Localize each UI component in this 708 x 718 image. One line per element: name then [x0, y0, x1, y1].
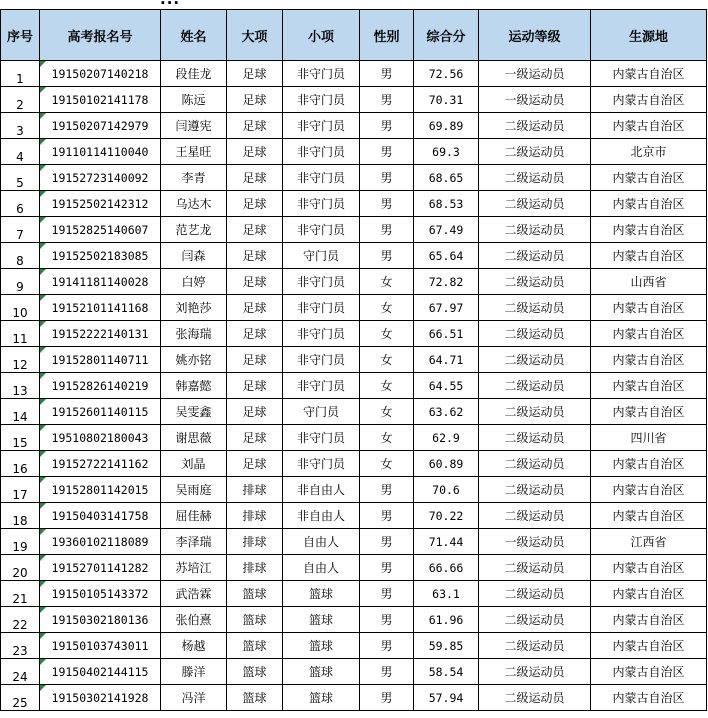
table-row: [1, 87, 707, 113]
cell-sport[interactable]: 排球: [227, 529, 283, 555]
cell-index[interactable]: 1: [1, 61, 40, 87]
table-row: [1, 607, 707, 633]
cell-name[interactable]: 李青: [161, 165, 227, 191]
cell-gender[interactable]: 男: [360, 555, 414, 581]
cell-name[interactable]: 杨越: [161, 633, 227, 659]
cell-origin[interactable]: 江西省: [591, 529, 707, 555]
table-row: [1, 399, 707, 425]
cell-name[interactable]: 吴雯鑫: [161, 399, 227, 425]
cell-exam-id[interactable]: 19152723140092: [40, 165, 161, 191]
cell-gender[interactable]: 男: [360, 529, 414, 555]
cell-level[interactable]: 二级运动员: [479, 321, 591, 347]
cell-name[interactable]: 刘艳莎: [161, 295, 227, 321]
cell-sport[interactable]: 足球: [227, 113, 283, 139]
cell-sport[interactable]: 排球: [227, 555, 283, 581]
cell-level[interactable]: 二级运动员: [479, 685, 591, 711]
cell-sport[interactable]: 足球: [227, 61, 283, 87]
cell-event[interactable]: 守门员: [283, 399, 360, 425]
cell-level[interactable]: 一级运动员: [479, 87, 591, 113]
cell-sport[interactable]: 篮球: [227, 607, 283, 633]
table-row: [1, 581, 707, 607]
cell-score[interactable]: 57.94: [414, 685, 479, 711]
cell-exam-id[interactable]: 19510802180043: [40, 425, 161, 451]
cell-sport[interactable]: 足球: [227, 321, 283, 347]
cell-exam-id[interactable]: 19152701141282: [40, 555, 161, 581]
cell-score[interactable]: 64.55: [414, 373, 479, 399]
sheet-title-cutoff: [0, 0, 708, 8]
cell-exam-id[interactable]: 19152722141162: [40, 451, 161, 477]
header-index[interactable]: 序号: [1, 10, 40, 61]
cell-gender[interactable]: 女: [360, 399, 414, 425]
cell-exam-id[interactable]: 19152826140219: [40, 373, 161, 399]
cell-score[interactable]: 69.89: [414, 113, 479, 139]
header-sport[interactable]: 大项: [227, 10, 283, 61]
cell-level[interactable]: 一级运动员: [479, 61, 591, 87]
cell-origin[interactable]: 内蒙古自治区: [591, 191, 707, 217]
cell-event[interactable]: 非守门员: [283, 347, 360, 373]
cell-name[interactable]: 陈远: [161, 87, 227, 113]
cell-index[interactable]: 16: [1, 451, 40, 477]
cell-event[interactable]: 守门员: [283, 243, 360, 269]
cell-sport[interactable]: 足球: [227, 373, 283, 399]
cell-sport[interactable]: 足球: [227, 165, 283, 191]
cell-name[interactable]: 王星旺: [161, 139, 227, 165]
cell-origin[interactable]: 内蒙古自治区: [591, 633, 707, 659]
cell-index[interactable]: 9: [1, 269, 40, 295]
cell-level[interactable]: 二级运动员: [479, 191, 591, 217]
cell-exam-id[interactable]: 19150105143372: [40, 581, 161, 607]
cell-score[interactable]: 63.1: [414, 581, 479, 607]
cell-gender[interactable]: 男: [360, 659, 414, 685]
table-row: [1, 113, 707, 139]
cell-origin[interactable]: 内蒙古自治区: [591, 61, 707, 87]
cell-score[interactable]: 72.56: [414, 61, 479, 87]
cell-origin[interactable]: 内蒙古自治区: [591, 685, 707, 711]
cell-index[interactable]: 8: [1, 243, 40, 269]
cell-origin[interactable]: 内蒙古自治区: [591, 243, 707, 269]
cell-level[interactable]: 一级运动员: [479, 529, 591, 555]
cell-level[interactable]: 二级运动员: [479, 113, 591, 139]
cell-name[interactable]: 张伯熹: [161, 607, 227, 633]
cell-gender[interactable]: 女: [360, 269, 414, 295]
table-row: [1, 425, 707, 451]
header-level[interactable]: 运动等级: [479, 10, 591, 61]
cell-sport[interactable]: 足球: [227, 425, 283, 451]
cell-index[interactable]: 17: [1, 477, 40, 503]
cell-sport[interactable]: 足球: [227, 451, 283, 477]
cell-gender[interactable]: 女: [360, 451, 414, 477]
cell-event[interactable]: 非守门员: [283, 295, 360, 321]
table-row: [1, 61, 707, 87]
cell-name[interactable]: 武浩霖: [161, 581, 227, 607]
cell-level[interactable]: 二级运动员: [479, 581, 591, 607]
cell-level[interactable]: 二级运动员: [479, 451, 591, 477]
cell-origin[interactable]: 北京市: [591, 139, 707, 165]
cell-level[interactable]: 二级运动员: [479, 165, 591, 191]
cell-sport[interactable]: 足球: [227, 269, 283, 295]
cell-score[interactable]: 64.71: [414, 347, 479, 373]
cell-exam-id[interactable]: 19150302180136: [40, 607, 161, 633]
cell-score[interactable]: 59.85: [414, 633, 479, 659]
cell-score[interactable]: 67.49: [414, 217, 479, 243]
cell-gender[interactable]: 男: [360, 113, 414, 139]
cell-event[interactable]: 非守门员: [283, 165, 360, 191]
cell-event[interactable]: 篮球: [283, 607, 360, 633]
cell-event[interactable]: 非守门员: [283, 61, 360, 87]
cell-index[interactable]: 12: [1, 347, 40, 373]
table-row: [1, 633, 707, 659]
cell-level[interactable]: 二级运动员: [479, 373, 591, 399]
cell-level[interactable]: 二级运动员: [479, 607, 591, 633]
admissions-table: [0, 9, 707, 711]
cell-index[interactable]: 5: [1, 165, 40, 191]
cell-event[interactable]: 篮球: [283, 685, 360, 711]
cell-origin[interactable]: 内蒙古自治区: [591, 165, 707, 191]
cell-gender[interactable]: 男: [360, 61, 414, 87]
cell-gender[interactable]: 男: [360, 607, 414, 633]
cell-level[interactable]: 二级运动员: [479, 425, 591, 451]
cell-gender[interactable]: 男: [360, 217, 414, 243]
cell-level[interactable]: 二级运动员: [479, 555, 591, 581]
cell-sport[interactable]: 篮球: [227, 581, 283, 607]
cell-score[interactable]: 61.96: [414, 607, 479, 633]
cell-name[interactable]: 苏培江: [161, 555, 227, 581]
cell-name[interactable]: 闫森: [161, 243, 227, 269]
cell-score[interactable]: 62.9: [414, 425, 479, 451]
header-name[interactable]: 姓名: [161, 10, 227, 61]
cell-index[interactable]: 4: [1, 139, 40, 165]
cell-event[interactable]: 非自由人: [283, 477, 360, 503]
cell-index[interactable]: 25: [1, 685, 40, 711]
table-row: [1, 659, 707, 685]
cell-score[interactable]: 68.53: [414, 191, 479, 217]
cell-gender[interactable]: 男: [360, 243, 414, 269]
cell-sport[interactable]: 足球: [227, 295, 283, 321]
cell-score[interactable]: 70.31: [414, 87, 479, 113]
cell-exam-id[interactable]: 19150302141928: [40, 685, 161, 711]
cell-name[interactable]: 刘晶: [161, 451, 227, 477]
cell-exam-id[interactable]: 19152502142312: [40, 191, 161, 217]
header-row: [1, 10, 707, 61]
cell-index[interactable]: 3: [1, 113, 40, 139]
cell-gender[interactable]: 男: [360, 191, 414, 217]
cell-gender[interactable]: 男: [360, 633, 414, 659]
cell-event[interactable]: 非守门员: [283, 113, 360, 139]
cell-event[interactable]: 篮球: [283, 581, 360, 607]
cell-name[interactable]: 白婷: [161, 269, 227, 295]
cell-level[interactable]: 二级运动员: [479, 503, 591, 529]
cell-score[interactable]: 71.44: [414, 529, 479, 555]
cell-score[interactable]: 72.82: [414, 269, 479, 295]
cell-origin[interactable]: 内蒙古自治区: [591, 581, 707, 607]
cell-exam-id[interactable]: 19152825140607: [40, 217, 161, 243]
cell-index[interactable]: 13: [1, 373, 40, 399]
cell-name[interactable]: 谢思薇: [161, 425, 227, 451]
cell-score[interactable]: 68.65: [414, 165, 479, 191]
cell-name[interactable]: 冯洋: [161, 685, 227, 711]
cell-exam-id[interactable]: 19150207140218: [40, 61, 161, 87]
cell-origin[interactable]: 内蒙古自治区: [591, 217, 707, 243]
cell-name[interactable]: 姚亦铭: [161, 347, 227, 373]
cell-exam-id[interactable]: 19141181140028: [40, 269, 161, 295]
cell-name[interactable]: 闫遵宪: [161, 113, 227, 139]
cell-level[interactable]: 二级运动员: [479, 659, 591, 685]
cell-origin[interactable]: 内蒙古自治区: [591, 321, 707, 347]
cell-level[interactable]: 二级运动员: [479, 243, 591, 269]
cell-gender[interactable]: 男: [360, 139, 414, 165]
cell-name[interactable]: 范艺龙: [161, 217, 227, 243]
cell-name[interactable]: 李泽瑞: [161, 529, 227, 555]
table-row: [1, 269, 707, 295]
cell-score[interactable]: 69.3: [414, 139, 479, 165]
cell-level[interactable]: 二级运动员: [479, 477, 591, 503]
table-row: [1, 451, 707, 477]
cell-sport[interactable]: 足球: [227, 217, 283, 243]
cell-level[interactable]: 二级运动员: [479, 269, 591, 295]
cell-score[interactable]: 70.6: [414, 477, 479, 503]
cell-exam-id[interactable]: 19152601140115: [40, 399, 161, 425]
cell-event[interactable]: 自由人: [283, 529, 360, 555]
cell-level[interactable]: 二级运动员: [479, 139, 591, 165]
cell-gender[interactable]: 女: [360, 425, 414, 451]
table-row: [1, 685, 707, 711]
table-row: [1, 529, 707, 555]
cell-exam-id[interactable]: 19152801140711: [40, 347, 161, 373]
table-row: [1, 477, 707, 503]
cell-origin[interactable]: 内蒙古自治区: [591, 295, 707, 321]
cell-sport[interactable]: 足球: [227, 347, 283, 373]
cell-level[interactable]: 二级运动员: [479, 295, 591, 321]
cell-gender[interactable]: 男: [360, 685, 414, 711]
cell-sport[interactable]: 足球: [227, 139, 283, 165]
cell-event[interactable]: 篮球: [283, 659, 360, 685]
table-row: [1, 347, 707, 373]
cell-exam-id[interactable]: 19152222140131: [40, 321, 161, 347]
cell-event[interactable]: 非守门员: [283, 139, 360, 165]
cell-score[interactable]: 65.64: [414, 243, 479, 269]
table-row: [1, 217, 707, 243]
cell-level[interactable]: 二级运动员: [479, 633, 591, 659]
table-row: [1, 165, 707, 191]
cell-level[interactable]: 二级运动员: [479, 217, 591, 243]
table-body: [1, 61, 707, 711]
cell-origin[interactable]: 内蒙古自治区: [591, 477, 707, 503]
cell-exam-id[interactable]: 19152101141168: [40, 295, 161, 321]
cell-name[interactable]: 张海瑞: [161, 321, 227, 347]
cell-name[interactable]: 韩嘉懿: [161, 373, 227, 399]
header-score[interactable]: 综合分: [414, 10, 479, 61]
cell-name[interactable]: 吴雨庭: [161, 477, 227, 503]
header-event[interactable]: 小项: [283, 10, 360, 61]
cell-sport[interactable]: 排球: [227, 477, 283, 503]
cell-index[interactable]: 22: [1, 607, 40, 633]
cell-index[interactable]: 10: [1, 295, 40, 321]
cell-origin[interactable]: 内蒙古自治区: [591, 607, 707, 633]
cell-event[interactable]: 非自由人: [283, 503, 360, 529]
cell-index[interactable]: 21: [1, 581, 40, 607]
cell-index[interactable]: 6: [1, 191, 40, 217]
cell-origin[interactable]: 内蒙古自治区: [591, 113, 707, 139]
cell-sport[interactable]: 足球: [227, 399, 283, 425]
cell-name[interactable]: 滕洋: [161, 659, 227, 685]
cell-sport[interactable]: 排球: [227, 503, 283, 529]
table-row: [1, 139, 707, 165]
cell-index[interactable]: 23: [1, 633, 40, 659]
cell-gender[interactable]: 女: [360, 373, 414, 399]
cell-name[interactable]: 乌达木: [161, 191, 227, 217]
cell-event[interactable]: 非守门员: [283, 217, 360, 243]
cell-level[interactable]: 二级运动员: [479, 347, 591, 373]
cell-event[interactable]: 篮球: [283, 633, 360, 659]
header-origin[interactable]: 生源地: [591, 10, 707, 61]
cell-exam-id[interactable]: 19360102118089: [40, 529, 161, 555]
cell-exam-id[interactable]: 19150402144115: [40, 659, 161, 685]
table-row: [1, 503, 707, 529]
cell-event[interactable]: 非守门员: [283, 373, 360, 399]
cell-name[interactable]: 段佳龙: [161, 61, 227, 87]
cell-index[interactable]: 15: [1, 425, 40, 451]
table-row: [1, 555, 707, 581]
cell-gender[interactable]: 女: [360, 347, 414, 373]
cell-index[interactable]: 14: [1, 399, 40, 425]
table-row: [1, 191, 707, 217]
cell-exam-id[interactable]: 19150207142979: [40, 113, 161, 139]
cell-name[interactable]: 屈佳赫: [161, 503, 227, 529]
cell-level[interactable]: 二级运动员: [479, 399, 591, 425]
sheet-title: [160, 0, 180, 8]
cell-score[interactable]: 58.54: [414, 659, 479, 685]
cell-exam-id[interactable]: 19150102141178: [40, 87, 161, 113]
cell-index[interactable]: 7: [1, 217, 40, 243]
table-row: [1, 321, 707, 347]
cell-index[interactable]: 20: [1, 555, 40, 581]
cell-score[interactable]: 70.22: [414, 503, 479, 529]
header-gender[interactable]: 性别: [360, 10, 414, 61]
cell-origin[interactable]: 内蒙古自治区: [591, 347, 707, 373]
cell-index[interactable]: 2: [1, 87, 40, 113]
cell-origin[interactable]: 内蒙古自治区: [591, 555, 707, 581]
cell-index[interactable]: 19: [1, 529, 40, 555]
table-row: [1, 373, 707, 399]
cell-exam-id[interactable]: 19110114110040: [40, 139, 161, 165]
cell-event[interactable]: 非守门员: [283, 321, 360, 347]
cell-score[interactable]: 60.89: [414, 451, 479, 477]
cell-gender[interactable]: 男: [360, 165, 414, 191]
cell-sport[interactable]: 足球: [227, 191, 283, 217]
cell-origin[interactable]: 内蒙古自治区: [591, 503, 707, 529]
cell-gender[interactable]: 男: [360, 581, 414, 607]
cell-sport[interactable]: 篮球: [227, 659, 283, 685]
cell-origin[interactable]: 内蒙古自治区: [591, 659, 707, 685]
cell-event[interactable]: 非守门员: [283, 87, 360, 113]
cell-index[interactable]: 24: [1, 659, 40, 685]
cell-score[interactable]: 63.62: [414, 399, 479, 425]
cell-exam-id[interactable]: 19150103743011: [40, 633, 161, 659]
cell-sport[interactable]: 篮球: [227, 633, 283, 659]
cell-event[interactable]: 非守门员: [283, 191, 360, 217]
cell-origin[interactable]: 四川省: [591, 425, 707, 451]
cell-gender[interactable]: 男: [360, 87, 414, 113]
cell-origin[interactable]: 内蒙古自治区: [591, 399, 707, 425]
cell-score[interactable]: 66.66: [414, 555, 479, 581]
cell-exam-id[interactable]: 19150403141758: [40, 503, 161, 529]
cell-score[interactable]: 67.97: [414, 295, 479, 321]
cell-index[interactable]: 11: [1, 321, 40, 347]
cell-exam-id[interactable]: 19152502183085: [40, 243, 161, 269]
cell-exam-id[interactable]: 19152801142015: [40, 477, 161, 503]
cell-gender[interactable]: 男: [360, 477, 414, 503]
cell-index[interactable]: 18: [1, 503, 40, 529]
cell-event[interactable]: 非守门员: [283, 451, 360, 477]
header-exam-id[interactable]: 高考报名号: [40, 10, 161, 61]
cell-event[interactable]: 自由人: [283, 555, 360, 581]
cell-event[interactable]: 非守门员: [283, 269, 360, 295]
cell-origin[interactable]: 山西省: [591, 269, 707, 295]
cell-gender[interactable]: 女: [360, 295, 414, 321]
table-row: [1, 243, 707, 269]
cell-sport[interactable]: 足球: [227, 87, 283, 113]
cell-sport[interactable]: 足球: [227, 243, 283, 269]
cell-sport[interactable]: 篮球: [227, 685, 283, 711]
table-row: [1, 295, 707, 321]
cell-origin[interactable]: 内蒙古自治区: [591, 451, 707, 477]
cell-origin[interactable]: 内蒙古自治区: [591, 373, 707, 399]
cell-origin[interactable]: 内蒙古自治区: [591, 87, 707, 113]
cell-gender[interactable]: 女: [360, 321, 414, 347]
cell-event[interactable]: 非守门员: [283, 425, 360, 451]
cell-score[interactable]: 66.51: [414, 321, 479, 347]
cell-gender[interactable]: 男: [360, 503, 414, 529]
